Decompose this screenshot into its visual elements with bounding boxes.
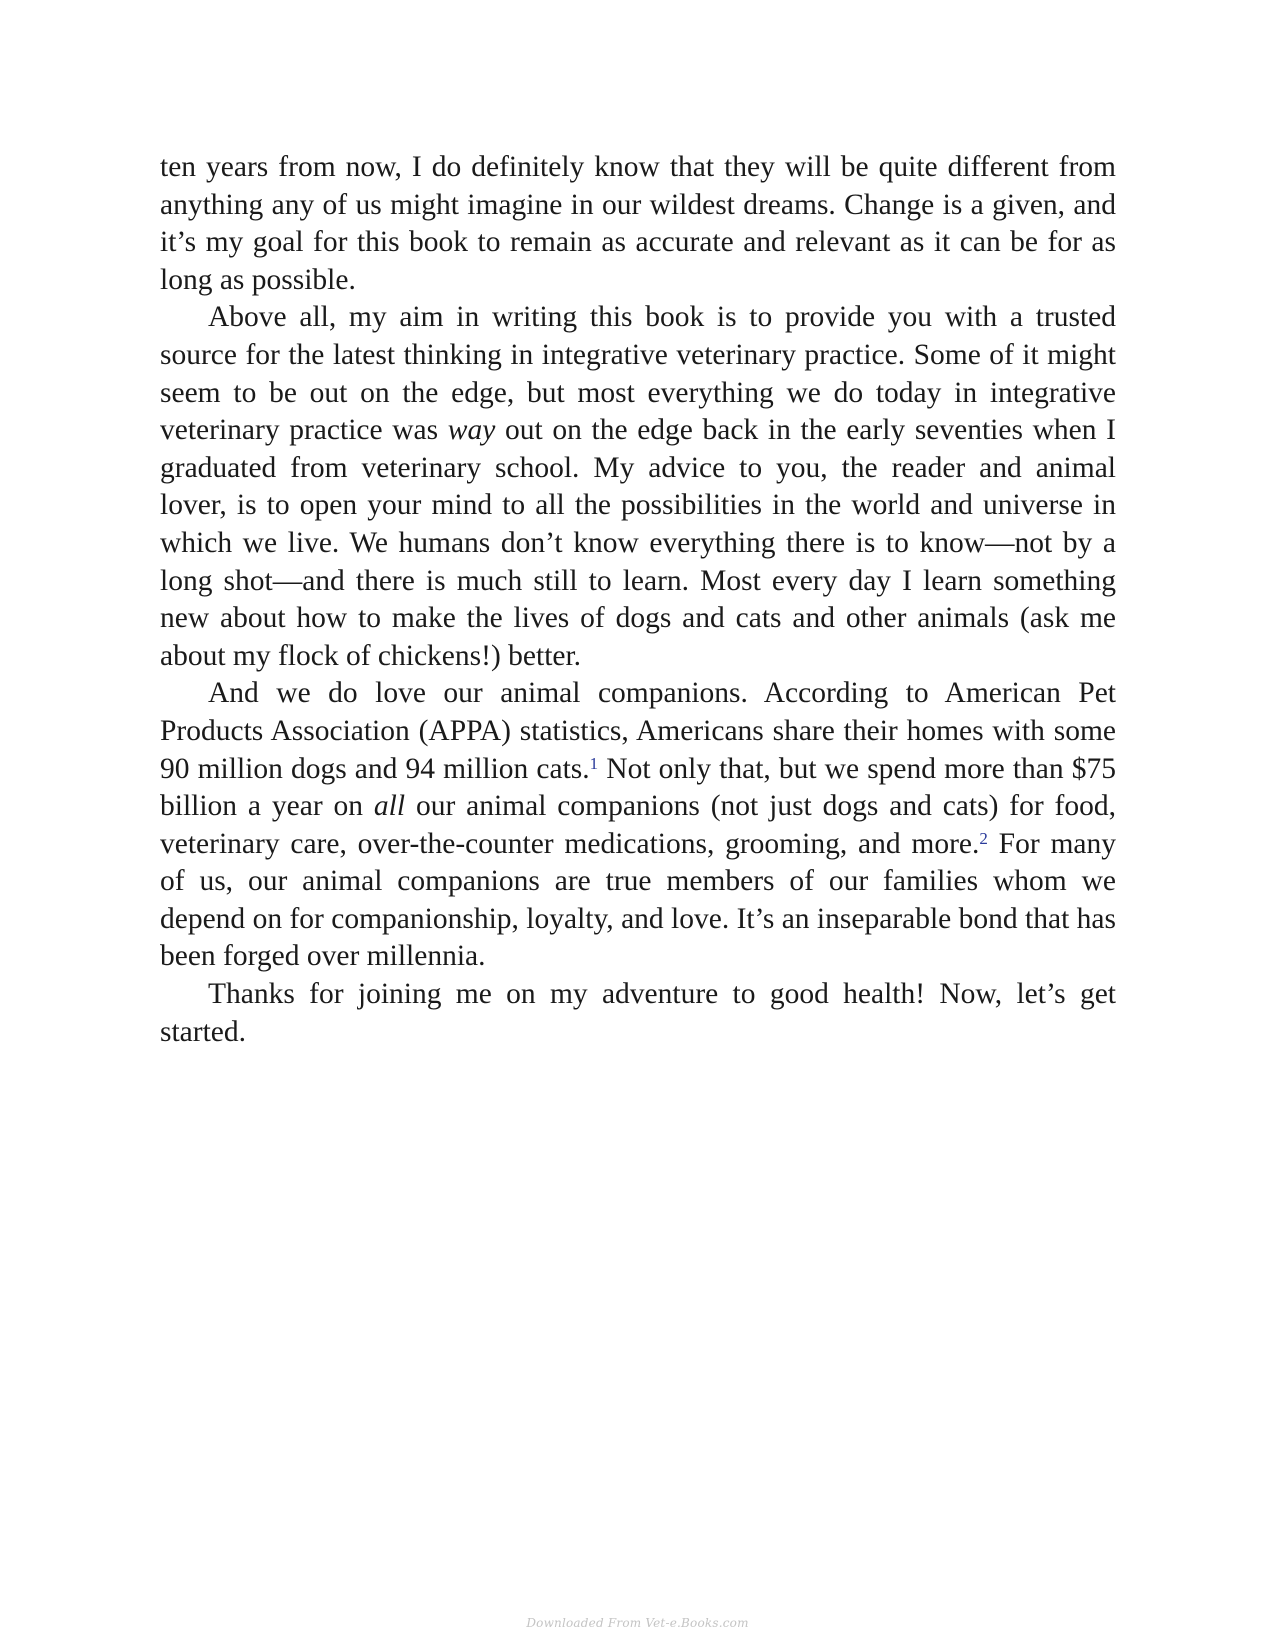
paragraph-3-text-c: our animal companions (not just dogs and cats) for food, veterinary care, over-the-counter medications, grooming, and more.: [160, 790, 1116, 860]
emphasis-way: way: [447, 414, 496, 447]
page-body: [160, 149, 1116, 1051]
footnote-link-1[interactable]: 1: [589, 753, 599, 773]
paragraph-2-text-b: out on the edge back in the early seventies when I graduated from veterinary school. My advice to you, the reader and animal lover, is to open your mind to all the possibilities in the world and universe in which we live. We humans don’t know everything there is to know—not by a long shot—and there is much still to learn. Most every day I learn something new about how to make the lives of dogs and cats and other animals (ask me about my flock of chickens!) better.: [160, 414, 1116, 672]
paragraph-1: ten years from now, I do definitely know that they will be quite different from anything any of us might imagine in our wildest dreams. Change is a given, and it’s my goal for this book to remain as accurate and relevant as it can be for as long as possible.: [160, 151, 1116, 296]
paragraph-2: [160, 299, 1116, 675]
footnote-link-2[interactable]: 2: [979, 828, 988, 848]
paragraph-3-text-b: Not only that, but we spend more than $75 billion a year on: [160, 752, 1116, 823]
paragraph-4: Thanks for joining me on my adventure to good health! Now, let’s get started.: [160, 978, 1116, 1048]
emphasis-all: all: [373, 790, 406, 823]
paragraph-3-text-d: For many of us, our animal companions are true members of our families whom we depend on for companionship, loyalty, and love. It’s an inseparable bond that has been forged over millennia.: [160, 827, 1116, 973]
paragraph-2-text-a: Above all, my aim in writing this book is to provide you with a trusted source for the latest thinking in integrative veterinary practice. Some of it might seem to be out on the edge, but most everything we do today in integrative veterinary practice was: [160, 301, 1116, 447]
paragraph-3: [160, 675, 1116, 976]
paragraph-3-text-a: And we do love our animal companions. According to American Pet Products Association (APPA) statistics, Americans share their homes with some 90 million dogs and 94 million cats.: [160, 677, 1116, 785]
download-watermark: Downloaded From Vet-e.Books.com: [526, 1616, 749, 1630]
